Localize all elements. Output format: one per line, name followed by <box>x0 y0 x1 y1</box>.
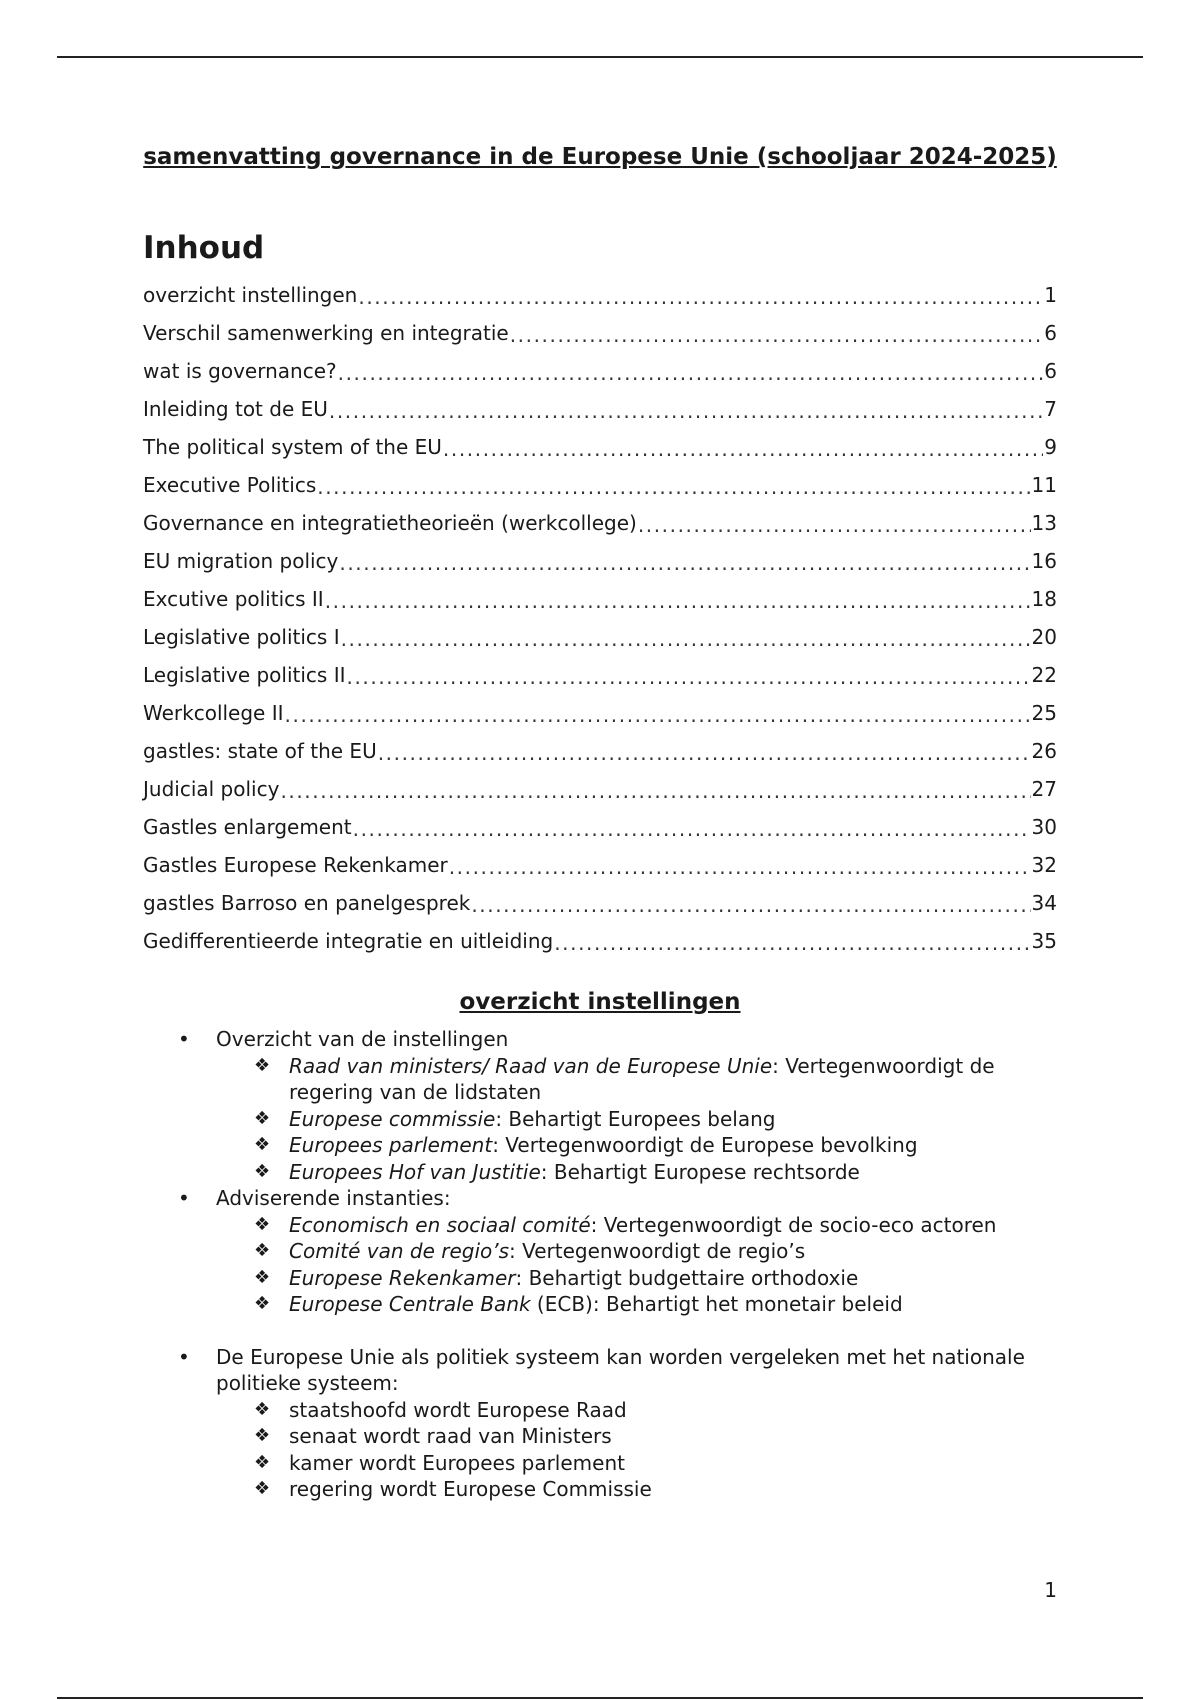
toc-entry-label: Executive Politics <box>143 473 317 497</box>
toc-entry[interactable] <box>143 694 1057 732</box>
institution-description: : Vertegenwoordigt de regering van de lidstaten <box>289 1053 995 1104</box>
list-item-text: Adviserende instanties: <box>216 1186 451 1210</box>
diamond-bullet-icon: ❖ <box>254 1293 271 1314</box>
document-title: samenvatting governance in de Europese Unie (schooljaar 2024-2025) <box>143 144 1057 170</box>
toc-entry-label: Inleiding tot de EU <box>143 397 328 421</box>
institution-term: Europese commissie <box>289 1106 496 1131</box>
diamond-bullet-icon: ❖ <box>254 1134 271 1155</box>
toc-entry-label: Judicial policy <box>143 777 280 801</box>
toc-entry-page: 34 <box>1031 891 1057 915</box>
institution-description: : Behartigt Europees belang <box>495 1106 776 1131</box>
toc-entry-page: 20 <box>1031 625 1057 649</box>
institution-description: : Behartigt Europese rechtsorde <box>540 1159 860 1184</box>
diamond-bullet-icon: ❖ <box>254 1054 271 1076</box>
toc-entry-label: Excutive politics II <box>143 587 324 611</box>
sub-list-item <box>216 1132 1057 1159</box>
toc-heading: Inhoud <box>143 230 265 266</box>
toc-entry[interactable] <box>143 808 1057 846</box>
diamond-bullet-icon: ❖ <box>254 1213 271 1235</box>
toc-entry-label: overzicht instellingen <box>143 283 358 307</box>
toc-dot-leader <box>510 323 1044 347</box>
diamond-bullet-icon: ❖ <box>254 1107 271 1129</box>
toc-entry-page: 27 <box>1031 777 1057 801</box>
toc-entry-page: 16 <box>1031 549 1057 573</box>
toc-dot-leader <box>353 817 1031 841</box>
toc-entry-label: Gastles Europese Rekenkamer <box>143 853 448 877</box>
toc-entry[interactable] <box>143 580 1057 618</box>
toc-entry-label: Legislative politics I <box>143 625 340 649</box>
toc-entry-page: 35 <box>1031 929 1057 953</box>
sub-list <box>216 1397 1057 1503</box>
sub-list-item <box>216 1397 1057 1424</box>
page-number: 1 <box>1044 1578 1057 1602</box>
toc-entry-label: Gedifferentieerde integratie en uitleiding <box>143 929 554 953</box>
toc-dot-leader <box>443 437 1043 461</box>
toc-entry-page: 7 <box>1044 397 1057 421</box>
toc-entry-label: Legislative politics II <box>143 663 346 687</box>
list-item <box>143 1185 1057 1318</box>
institution-term: Raad van ministers/ Raad van de Europese Unie <box>289 1053 773 1078</box>
toc-entry[interactable] <box>143 618 1057 656</box>
toc-dot-leader <box>347 665 1031 689</box>
header-rule <box>57 56 1143 58</box>
toc-entry-label: The political system of the EU <box>143 435 442 459</box>
institution-description: (ECB): Behartigt het monetair beleid <box>530 1292 903 1316</box>
diamond-bullet-icon: ❖ <box>254 1160 271 1182</box>
toc-entry-page: 6 <box>1044 321 1057 345</box>
toc-dot-leader <box>638 513 1031 537</box>
sub-list-item <box>216 1476 1057 1503</box>
toc-entry[interactable] <box>143 352 1057 390</box>
list-item <box>143 1344 1057 1503</box>
institution-description: : Vertegenwoordigt de socio-eco actoren <box>590 1212 997 1237</box>
toc-entry-page: 22 <box>1031 663 1057 687</box>
toc-entry[interactable] <box>143 732 1057 770</box>
institution-term: Europees parlement <box>289 1133 493 1157</box>
table-of-contents <box>143 276 1057 960</box>
toc-entry-page: 18 <box>1031 587 1057 611</box>
bullet-icon: • <box>178 1186 190 1210</box>
diamond-bullet-icon: ❖ <box>254 1266 271 1288</box>
toc-dot-leader <box>378 741 1031 765</box>
toc-entry-label: wat is governance? <box>143 359 337 383</box>
toc-dot-leader <box>280 779 1030 803</box>
footer-rule <box>57 1697 1143 1699</box>
comparison-text: regering wordt Europese Commissie <box>289 1477 652 1501</box>
toc-entry-page: 9 <box>1044 435 1057 459</box>
bullet-list <box>143 1026 1057 1503</box>
toc-entry[interactable] <box>143 276 1057 314</box>
toc-dot-leader <box>471 893 1030 917</box>
toc-entry[interactable] <box>143 656 1057 694</box>
sub-list-item <box>216 1053 1057 1106</box>
toc-entry-label: gastles Barroso en panelgesprek <box>143 891 471 915</box>
institution-description: : Vertegenwoordigt de Europese bevolking <box>492 1133 918 1157</box>
toc-dot-leader <box>339 551 1030 575</box>
sub-list-item <box>216 1159 1057 1186</box>
sub-list-item <box>216 1423 1057 1450</box>
diamond-bullet-icon: ❖ <box>254 1425 271 1446</box>
institution-term: Europese Centrale Bank <box>289 1292 531 1316</box>
toc-entry-page: 26 <box>1031 739 1057 763</box>
toc-entry-label: Werkcollege II <box>143 701 284 725</box>
toc-entry[interactable] <box>143 504 1057 542</box>
sub-list-item <box>216 1106 1057 1133</box>
sub-list-item <box>216 1212 1057 1239</box>
toc-dot-leader <box>338 361 1044 385</box>
sub-list <box>216 1053 1057 1186</box>
sub-list <box>216 1212 1057 1318</box>
institution-term: Comité van de regio’s <box>289 1239 510 1263</box>
toc-entry[interactable] <box>143 922 1057 960</box>
list-item <box>143 1026 1057 1185</box>
bullet-icon: • <box>178 1344 190 1369</box>
diamond-bullet-icon: ❖ <box>254 1240 271 1261</box>
comparison-text: kamer wordt Europees parlement <box>289 1450 625 1475</box>
toc-entry-page: 11 <box>1031 473 1057 497</box>
toc-dot-leader <box>329 399 1043 423</box>
toc-entry[interactable] <box>143 428 1057 466</box>
toc-entry-label: gastles: state of the EU <box>143 739 377 763</box>
list-item-text: Overzicht van de instellingen <box>216 1027 509 1051</box>
section-content <box>143 1026 1057 1503</box>
toc-dot-leader <box>554 931 1030 955</box>
comparison-text: staatshoofd wordt Europese Raad <box>289 1397 627 1422</box>
toc-dot-leader <box>317 475 1030 499</box>
institution-term: Economisch en sociaal comité <box>289 1212 591 1237</box>
diamond-bullet-icon: ❖ <box>254 1398 271 1420</box>
diamond-bullet-icon: ❖ <box>254 1478 271 1499</box>
toc-entry-page: 6 <box>1044 359 1057 383</box>
institution-description: : Behartigt budgettaire orthodoxie <box>515 1265 859 1290</box>
bullet-icon: • <box>178 1027 190 1051</box>
toc-entry-page: 25 <box>1031 701 1057 725</box>
toc-entry-page: 30 <box>1031 815 1057 839</box>
toc-entry-page: 13 <box>1031 511 1057 535</box>
section-heading: overzicht instellingen <box>459 989 741 1015</box>
institution-term: Europees Hof van Justitie <box>289 1159 541 1184</box>
toc-entry-label: Governance en integratietheorieën (werkcollege) <box>143 511 637 535</box>
toc-dot-leader <box>358 285 1043 309</box>
comparison-text: senaat wordt raad van Ministers <box>289 1424 612 1448</box>
toc-entry[interactable] <box>143 466 1057 504</box>
toc-entry-label: Verschil samenwerking en integratie <box>143 321 509 345</box>
diamond-bullet-icon: ❖ <box>254 1451 271 1473</box>
toc-entry-label: EU migration policy <box>143 549 339 573</box>
toc-dot-leader <box>325 589 1031 613</box>
toc-entry-label: Gastles enlargement <box>143 815 352 839</box>
institution-description: : Vertegenwoordigt de regio’s <box>509 1239 806 1263</box>
toc-entry[interactable] <box>143 390 1057 428</box>
toc-entry[interactable] <box>143 314 1057 352</box>
institution-term: Europese Rekenkamer <box>289 1265 516 1290</box>
sub-list-item <box>216 1265 1057 1292</box>
toc-entry[interactable] <box>143 846 1057 884</box>
sub-list-item <box>216 1291 1057 1318</box>
toc-dot-leader <box>449 855 1031 879</box>
sub-list-item <box>216 1450 1057 1477</box>
toc-dot-leader <box>341 627 1031 651</box>
sub-list-item <box>216 1238 1057 1265</box>
list-item-text: De Europese Unie als politiek systeem kan worden vergeleken met het nationale politieke systeem: <box>216 1344 1025 1395</box>
toc-entry-page: 1 <box>1044 283 1057 307</box>
toc-entry[interactable] <box>143 884 1057 922</box>
toc-entry[interactable] <box>143 770 1057 808</box>
toc-entry-page: 32 <box>1031 853 1057 877</box>
toc-entry[interactable] <box>143 542 1057 580</box>
toc-dot-leader <box>285 703 1031 727</box>
